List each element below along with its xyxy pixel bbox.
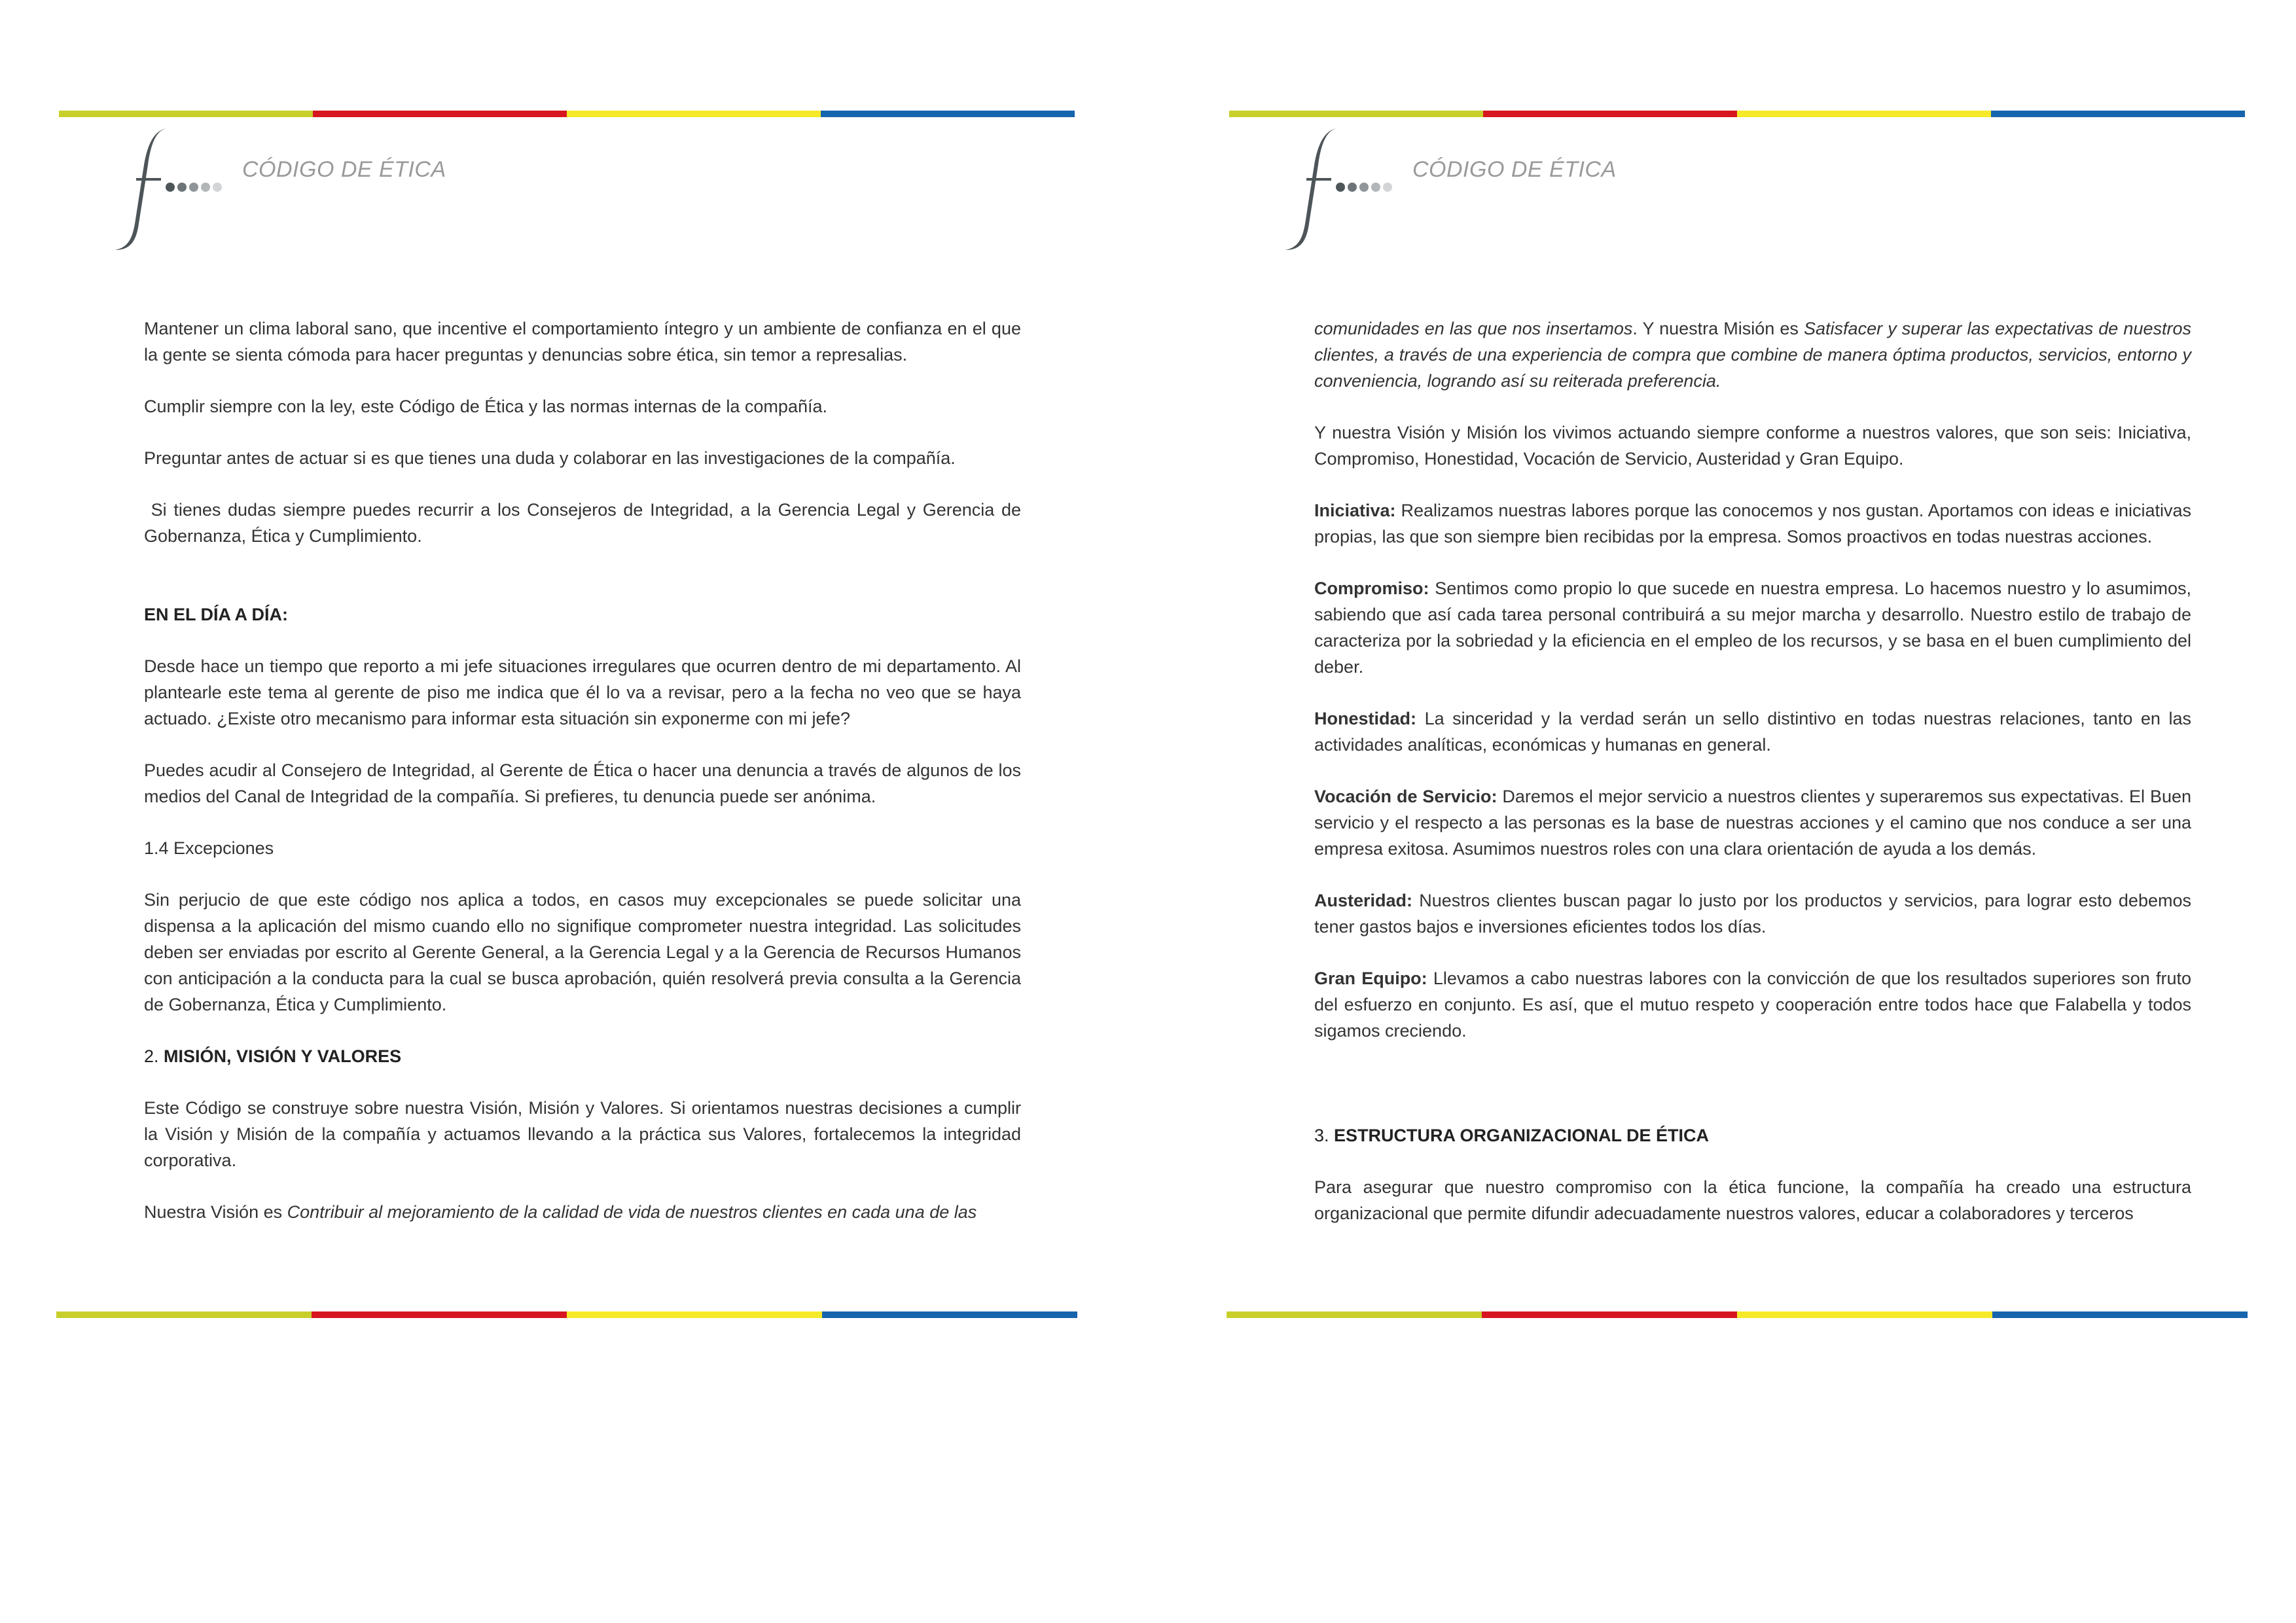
value-description: Nuestros clientes buscan pagar lo justo por los productos y servicios, para lograr esto debemos tener gastos bajos e inversiones eficientes todos los días. bbox=[1314, 891, 2191, 936]
section-heading-estructura bbox=[1314, 1122, 2191, 1149]
value-term: Gran Equipo: bbox=[1314, 969, 1427, 988]
paragraph bbox=[144, 1199, 1021, 1225]
paragraph: Mantener un clima laboral sano, que incentive el comportamiento íntegro y un ambiente de confianza en el que la gente se sienta cómoda para hacer preguntas y denuncias sobre ética, sin temor a represalias. bbox=[144, 319, 1021, 365]
footer-color-stripe bbox=[1227, 1311, 2248, 1318]
value-term: Austeridad: bbox=[1314, 891, 1413, 910]
value-description: Sentimos como propio lo que sucede en nuestra empresa. Lo hacemos nuestro y lo asumimos, sabiendo que así cada tarea personal contribuirá a su mejor marcha y desarrollo. Nuestro estilo de trabajo de caracteriza por la sobriedad y la eficiencia en el empleo de los recursos, y se basa en el buen cumplimiento del deber. bbox=[1314, 579, 2191, 677]
value-item bbox=[1314, 575, 2191, 680]
value-item bbox=[1314, 887, 2191, 940]
falabella-f-logo-icon bbox=[110, 126, 228, 254]
value-item bbox=[1314, 783, 2191, 862]
text-run: . Y nuestra Misión es bbox=[1632, 319, 1804, 338]
section-heading-mision bbox=[144, 1043, 1021, 1069]
value-term: Vocación de Servicio: bbox=[1314, 787, 1498, 806]
paragraph: Puedes acudir al Consejero de Integridad, al Gerente de Ética o hacer una denuncia a través de algunos de los medios del Canal de Integridad de la compañía. Si prefieres, tu denuncia puede ser anónima. bbox=[144, 760, 1021, 806]
header-title: CÓDIGO DE ÉTICA bbox=[242, 157, 446, 182]
italic-text-run: Satisfacer y superar las expectativas de nuestros clientes, a través de una experiencia de compra que combine de manera óptima productos, servicios, entorno y conveniencia, logrando así su reiterada preferencia. bbox=[1314, 319, 2191, 391]
heading-text: EN EL DÍA A DÍA: bbox=[144, 605, 289, 624]
value-item bbox=[1314, 497, 2191, 550]
value-description: Realizamos nuestras labores porque las conocemos y nos gustan. Aportamos con ideas e iniciativas propias, las que son siempre bien recibidas por la empresa. Somos proactivos en todas nuestras acciones. bbox=[1314, 501, 2191, 546]
right-page-body bbox=[1314, 315, 2191, 1252]
document-page-right bbox=[1170, 0, 2296, 1623]
section-heading-dia-a-dia bbox=[144, 601, 1021, 628]
italic-text-run: Contribuir al mejoramiento de la calidad de vida de nuestros clientes en cada una de las bbox=[287, 1202, 977, 1222]
value-item bbox=[1314, 965, 2191, 1044]
header-color-stripe bbox=[1229, 111, 2245, 117]
heading-text: MISIÓN, VISIÓN Y VALORES bbox=[164, 1046, 402, 1066]
paragraph bbox=[1314, 315, 2191, 394]
header-color-stripe bbox=[59, 111, 1075, 117]
paragraph: Para asegurar que nuestro compromiso con la ética funcione, la compañía ha creado una estructura organizacional que permite difundir adecuadamente nuestros valores, educar a colaboradores y terceros bbox=[1314, 1177, 2191, 1223]
paragraph: Si tienes dudas siempre puedes recurrir a los Consejeros de Integridad, a la Gerencia Legal y Gerencia de Gobernanza, Ética y Cumplimiento. bbox=[144, 500, 1026, 546]
paragraph: Sin perjucio de que este código nos aplica a todos, en casos muy excepcionales se puede solicitar una dispensa a la aplicación del mismo cuando ello no signifique comprometer nuestra integridad. Las solicitudes deben ser enviadas por escrito al Gerente General, a la Gerencia Legal y a la Gerencia de Recursos Humanos con anticipación a la conducta para la cual se busca aprobación, quién resolverá previa consulta a la Gerencia de Gobernanza, Ética y Cumplimiento. bbox=[144, 890, 1021, 1014]
value-term: Iniciativa: bbox=[1314, 501, 1396, 520]
paragraph: Cumplir siempre con la ley, este Código de Ética y las normas internas de la compañía. bbox=[144, 397, 827, 416]
paragraph: Desde hace un tiempo que reporto a mi jefe situaciones irregulares que ocurren dentro de mi departamento. Al plantearle este tema al gerente de piso me indica que él lo va a revisar, pero a la fecha no veo que se haya actuado. ¿Existe otro mecanismo para informar esta situación sin exponerme con mi jefe? bbox=[144, 656, 1021, 728]
left-page-body bbox=[144, 315, 1026, 1251]
text-run: Nuestra Visión es bbox=[144, 1202, 287, 1222]
value-description: Daremos el mejor servicio a nuestros clientes y superaremos sus expectativas. El Buen servicio y el respecto a las personas es la base de nuestras acciones y el camino que nos conduce a ser una empresa exitosa. Asumimos nuestros roles con una clara orientación de ayuda a los demás. bbox=[1314, 787, 2191, 859]
falabella-f-logo-icon bbox=[1280, 126, 1398, 254]
heading-number: 3. bbox=[1314, 1126, 1329, 1145]
value-description: La sinceridad y la verdad serán un sello distintivo en todas nuestras relaciones, tanto en las actividades analíticas, económicas y humanas en general. bbox=[1314, 709, 2191, 755]
paragraph: Preguntar antes de actuar si es que tienes una duda y colaborar en las investigaciones de la compañía. bbox=[144, 448, 956, 468]
heading-number: 2. bbox=[144, 1046, 159, 1066]
value-description: Llevamos a cabo nuestras labores con la convicción de que los resultados superiores son fruto del esfuerzo en conjunto. Es así, que el mutuo respeto y cooperación entre todos hace que Falabella y todos sigamos creciendo. bbox=[1314, 969, 2191, 1041]
footer-color-stripe bbox=[56, 1311, 1077, 1318]
heading-text: ESTRUCTURA ORGANIZACIONAL DE ÉTICA bbox=[1334, 1126, 1710, 1145]
value-item bbox=[1314, 705, 2191, 758]
value-term: Compromiso: bbox=[1314, 579, 1429, 598]
paragraph: Y nuestra Visión y Misión los vivimos actuando siempre conforme a nuestros valores, que son seis: Iniciativa, Compromiso, Honestidad, Vocación de Servicio, Austeridad y Gran Equipo. bbox=[1314, 423, 2191, 469]
paragraph: Este Código se construye sobre nuestra Visión, Misión y Valores. Si orientamos nuestras decisiones a cumplir la Visión y Misión de la compañía y actuamos llevando a la práctica sus Valores, fortalecemos la integridad corporativa. bbox=[144, 1098, 1021, 1170]
header-title: CÓDIGO DE ÉTICA bbox=[1412, 157, 1617, 182]
subsection-heading: 1.4 Excepciones bbox=[144, 838, 274, 858]
italic-text-run: comunidades en las que nos insertamos bbox=[1314, 319, 1633, 338]
value-term: Honestidad: bbox=[1314, 709, 1417, 728]
